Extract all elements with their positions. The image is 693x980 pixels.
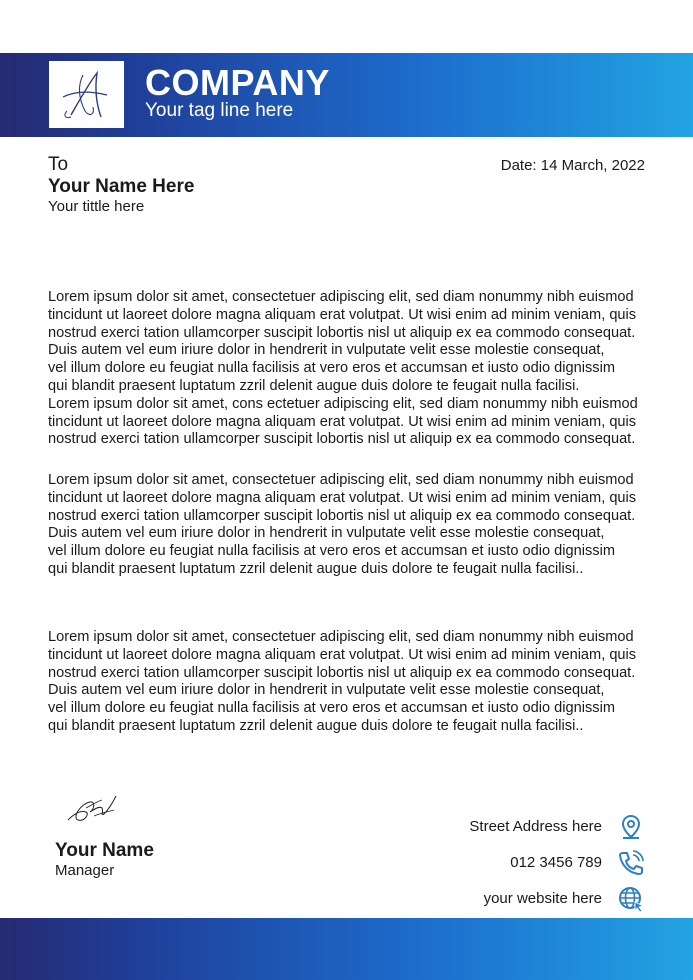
letter-date: Date: 14 March, 2022	[500, 157, 645, 174]
recipient-name: Your Name Here	[48, 176, 195, 197]
body-paragraph-1	[48, 289, 648, 449]
body-paragraph-2	[48, 472, 648, 579]
contact-address: Street Address here	[469, 818, 602, 835]
footer-band	[0, 918, 693, 980]
text-line: nostrud exerci tation ullamcorper suscipit lobortis nisl ut aliquip ex ea commodo consequat.	[48, 431, 636, 448]
text-line: Lorem ipsum dolor sit amet, consectetuer adipiscing elit, sed diam nonummy nibh euismod	[48, 629, 634, 645]
text-line: tincidunt ut laoreet dolore magna aliquam erat volutpat. Ut wisi enim ad minim veniam, quis	[48, 489, 637, 506]
text-line: vel illum dolore eu feugiat nulla facilisis at vero eros et accumsan et iusto odio dignissim	[48, 700, 616, 717]
text-line: nostrud exerci tation ullamcorper suscipit lobortis nisl ut aliquip ex ea commodo consequat.	[48, 324, 636, 341]
company-logo	[49, 61, 124, 128]
company-name: COMPANY	[145, 62, 330, 103]
text-line: Lorem ipsum dolor sit amet, consectetuer adipiscing elit, sed diam nonummy nibh euismod	[48, 289, 634, 305]
text-line: tincidunt ut laoreet dolore magna aliquam erat volutpat. Ut wisi enim ad minim veniam, quis	[48, 413, 637, 430]
text-line: Lorem ipsum dolor sit amet, cons ectetuer adipiscing elit, sed diam nonummy nibh euismod	[48, 395, 638, 412]
text-line: nostrud exerci tation ullamcorper suscipit lobortis nisl ut aliquip ex ea commodo consequat.	[48, 507, 636, 524]
location-pin-icon	[617, 813, 645, 846]
contact-phone: 012 3456 789	[510, 854, 602, 871]
contact-website: your website here	[483, 890, 602, 907]
monogram-logo-icon	[49, 61, 124, 128]
body-paragraph-3	[48, 629, 648, 736]
company-tagline: Your tag line here	[145, 100, 294, 121]
text-line: Lorem ipsum dolor sit amet, consectetuer adipiscing elit, sed diam nonummy nibh euismod	[48, 472, 634, 488]
text-line: Duis autem vel eum iriure dolor in hendrerit in vulputate velit esse molestie consequat,	[48, 682, 605, 699]
recipient-title: Your tittle here	[48, 198, 145, 215]
text-line: vel illum dolore eu feugiat nulla facilisis at vero eros et accumsan et iusto odio dignissim	[48, 543, 616, 560]
text-line: vel illum dolore eu feugiat nulla facilisis at vero eros et accumsan et iusto odio dignissim	[48, 360, 616, 377]
text-line: tincidunt ut laoreet dolore magna aliquam erat volutpat. Ut wisi enim ad minim veniam, quis	[48, 646, 637, 663]
phone-icon	[617, 849, 645, 882]
text-line: Duis autem vel eum iriure dolor in hendrerit in vulputate velit esse molestie consequat,	[48, 342, 605, 359]
text-line: qui blandit praesent luptatum zzril delenit augue duis dolore te feugait nulla facilisi..	[48, 717, 584, 734]
text-line: tincidunt ut laoreet dolore magna aliquam erat volutpat. Ut wisi enim ad minim veniam, quis	[48, 306, 637, 323]
sender-role: Manager	[55, 862, 115, 879]
text-line: nostrud exerci tation ullamcorper suscipit lobortis nisl ut aliquip ex ea commodo consequat.	[48, 664, 636, 681]
text-line: Duis autem vel eum iriure dolor in hendrerit in vulputate velit esse molestie consequat,	[48, 525, 605, 542]
text-line: qui blandit praesent luptatum zzril delenit augue duis dolore te feugait nulla facilisi..	[48, 560, 584, 577]
signature-icon	[66, 790, 122, 826]
signature	[66, 790, 122, 831]
globe-icon	[617, 885, 645, 918]
to-label: To	[48, 154, 69, 175]
text-line: qui blandit praesent luptatum zzril delenit augue duis dolore te feugait nulla facilisi.	[48, 377, 580, 394]
sender-name: Your Name	[55, 840, 154, 861]
